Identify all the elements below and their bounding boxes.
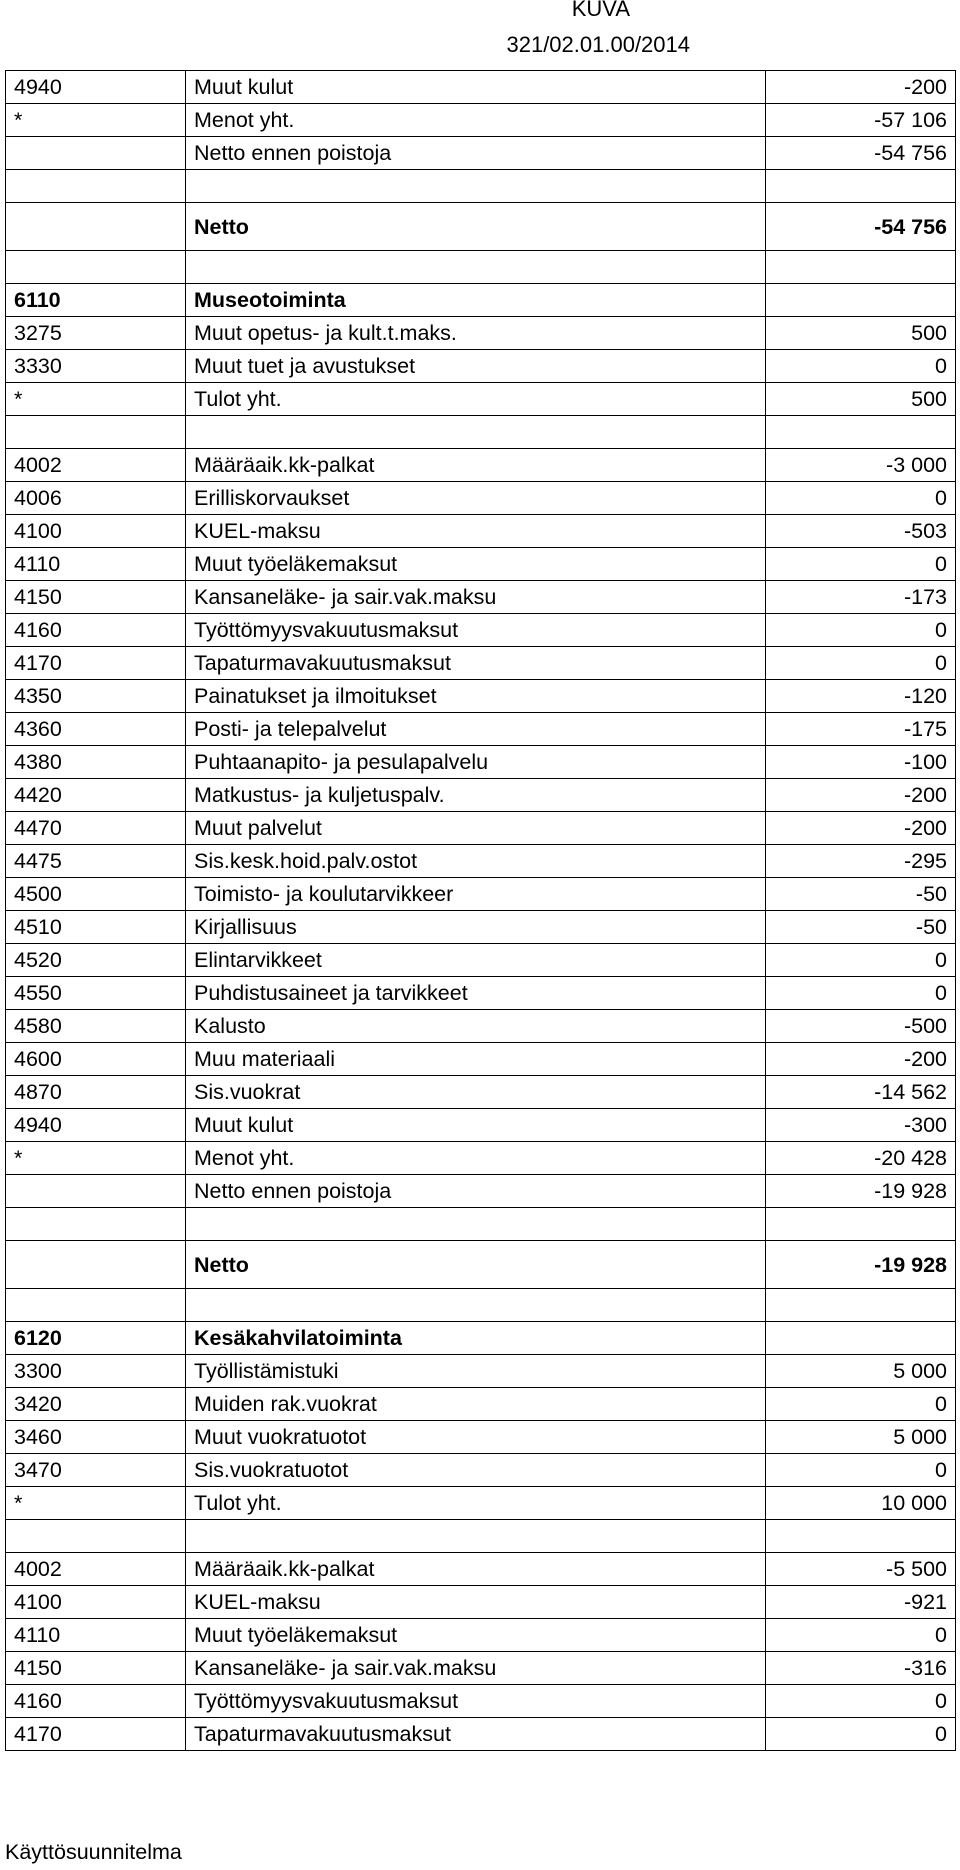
table-row [6, 383, 956, 416]
account-name-cell: Tapaturmavakuutusmaksut [186, 1718, 766, 1751]
amount-cell: -200 [766, 779, 956, 812]
amount-cell: -19 928 [766, 1241, 956, 1289]
account-code-cell: 4360 [6, 713, 186, 746]
account-code-cell: 4110 [6, 1619, 186, 1652]
account-code-cell: 4380 [6, 746, 186, 779]
amount-cell: -173 [766, 581, 956, 614]
table-row [6, 1109, 956, 1142]
page-footer: Käyttösuunnitelma [5, 1840, 182, 1864]
amount-cell: -200 [766, 812, 956, 845]
account-name-cell: Muut työeläkemaksut [186, 1619, 766, 1652]
account-code-cell: 4006 [6, 482, 186, 515]
amount-cell: 5 000 [766, 1421, 956, 1454]
account-code-cell: 3330 [6, 350, 186, 383]
account-code-cell: 4510 [6, 911, 186, 944]
amount-cell: 10 000 [766, 1487, 956, 1520]
account-name-cell: Työttömyysvakuutusmaksut [186, 1685, 766, 1718]
amount-cell [766, 416, 956, 449]
table-row [6, 104, 956, 137]
account-code-cell: 4940 [6, 1109, 186, 1142]
table-row [6, 1241, 956, 1289]
amount-cell: 0 [766, 1388, 956, 1421]
table-row [6, 1043, 956, 1076]
amount-cell: -57 106 [766, 104, 956, 137]
account-code-cell: 4100 [6, 515, 186, 548]
account-name-cell: Muut kulut [186, 71, 766, 104]
amount-cell: -14 562 [766, 1076, 956, 1109]
amount-cell: 500 [766, 383, 956, 416]
amount-cell: -503 [766, 515, 956, 548]
table-row [6, 416, 956, 449]
table-row [6, 1685, 956, 1718]
account-code-cell: 6110 [6, 284, 186, 317]
amount-cell: -100 [766, 746, 956, 779]
account-name-cell [186, 251, 766, 284]
account-name-cell: Menot yht. [186, 1142, 766, 1175]
amount-cell: 0 [766, 944, 956, 977]
account-code-cell [6, 1241, 186, 1289]
account-name-cell: Muut tuet ja avustukset [186, 350, 766, 383]
account-name-cell: KUEL-maksu [186, 515, 766, 548]
amount-cell: -120 [766, 680, 956, 713]
amount-cell [766, 1322, 956, 1355]
amount-cell [766, 1520, 956, 1553]
table-row [6, 251, 956, 284]
amount-cell: -54 756 [766, 203, 956, 251]
account-code-cell [6, 416, 186, 449]
amount-cell [766, 170, 956, 203]
account-name-cell: Netto ennen poistoja [186, 137, 766, 170]
amount-cell: -5 500 [766, 1553, 956, 1586]
account-code-cell: 4600 [6, 1043, 186, 1076]
amount-cell: -300 [766, 1109, 956, 1142]
table-row [6, 977, 956, 1010]
account-name-cell [186, 170, 766, 203]
account-name-cell: Määräaik.kk-palkat [186, 1553, 766, 1586]
account-name-cell: Tulot yht. [186, 1487, 766, 1520]
account-code-cell: 4110 [6, 548, 186, 581]
budget-table-body [6, 71, 956, 1751]
account-code-cell: 3275 [6, 317, 186, 350]
account-code-cell: * [6, 383, 186, 416]
account-code-cell: 3460 [6, 1421, 186, 1454]
document-header-title: KUVA [571, 0, 630, 21]
amount-cell [766, 284, 956, 317]
account-name-cell: Menot yht. [186, 104, 766, 137]
account-name-cell: Kansaneläke- ja sair.vak.maksu [186, 581, 766, 614]
amount-cell: 0 [766, 647, 956, 680]
account-name-cell: Muut kulut [186, 1109, 766, 1142]
amount-cell [766, 1208, 956, 1241]
account-name-cell: KUEL-maksu [186, 1586, 766, 1619]
table-row [6, 878, 956, 911]
table-row [6, 203, 956, 251]
table-row [6, 71, 956, 104]
account-code-cell: 4002 [6, 449, 186, 482]
amount-cell: 500 [766, 317, 956, 350]
account-code-cell: 4580 [6, 1010, 186, 1043]
account-name-cell: Posti- ja telepalvelut [186, 713, 766, 746]
account-code-cell [6, 1520, 186, 1553]
amount-cell: -50 [766, 911, 956, 944]
account-code-cell: 3470 [6, 1454, 186, 1487]
account-code-cell: 3300 [6, 1355, 186, 1388]
account-code-cell: 4150 [6, 581, 186, 614]
table-row [6, 911, 956, 944]
table-row [6, 317, 956, 350]
table-row [6, 515, 956, 548]
amount-cell: -316 [766, 1652, 956, 1685]
account-name-cell: Kalusto [186, 1010, 766, 1043]
table-row [6, 1487, 956, 1520]
table-row [6, 1421, 956, 1454]
amount-cell: 5 000 [766, 1355, 956, 1388]
budget-table [5, 70, 956, 1751]
table-row [6, 746, 956, 779]
table-row [6, 1388, 956, 1421]
account-code-cell: 4500 [6, 878, 186, 911]
account-code-cell [6, 1175, 186, 1208]
account-code-cell [6, 203, 186, 251]
account-name-cell: Muu materiaali [186, 1043, 766, 1076]
account-code-cell: 4002 [6, 1553, 186, 1586]
account-code-cell [6, 251, 186, 284]
account-name-cell: Netto [186, 1241, 766, 1289]
table-row [6, 1619, 956, 1652]
account-name-cell: Kansaneläke- ja sair.vak.maksu [186, 1652, 766, 1685]
account-name-cell: Museotoiminta [186, 284, 766, 317]
account-code-cell [6, 1208, 186, 1241]
amount-cell [766, 251, 956, 284]
account-code-cell: * [6, 1487, 186, 1520]
account-name-cell: Työttömyysvakuutusmaksut [186, 614, 766, 647]
amount-cell: 0 [766, 1454, 956, 1487]
table-row [6, 581, 956, 614]
amount-cell: 0 [766, 1718, 956, 1751]
amount-cell: 0 [766, 614, 956, 647]
account-name-cell: Työllistämistuki [186, 1355, 766, 1388]
amount-cell: -921 [766, 1586, 956, 1619]
table-row [6, 680, 956, 713]
amount-cell: 0 [766, 977, 956, 1010]
account-name-cell: Kirjallisuus [186, 911, 766, 944]
account-code-cell [6, 170, 186, 203]
table-row [6, 812, 956, 845]
amount-cell: -19 928 [766, 1175, 956, 1208]
account-name-cell: Netto ennen poistoja [186, 1175, 766, 1208]
table-row [6, 1355, 956, 1388]
account-code-cell: 4420 [6, 779, 186, 812]
account-code-cell [6, 1289, 186, 1322]
table-row [6, 1586, 956, 1619]
account-name-cell: Puhdistusaineet ja tarvikkeet [186, 977, 766, 1010]
account-name-cell: Määräaik.kk-palkat [186, 449, 766, 482]
table-row [6, 944, 956, 977]
account-name-cell [186, 1289, 766, 1322]
table-row [6, 1010, 956, 1043]
amount-cell: 0 [766, 350, 956, 383]
account-name-cell: Muut vuokratuotot [186, 1421, 766, 1454]
table-row [6, 1322, 956, 1355]
table-row [6, 647, 956, 680]
account-name-cell: Toimisto- ja koulutarvikkeer [186, 878, 766, 911]
table-row [6, 284, 956, 317]
account-name-cell: Sis.vuokratuotot [186, 1454, 766, 1487]
account-code-cell: 4870 [6, 1076, 186, 1109]
account-code-cell: 6120 [6, 1322, 186, 1355]
document-header-reference: 321/02.01.00/2014 [506, 32, 690, 57]
account-name-cell: Erilliskorvaukset [186, 482, 766, 515]
account-name-cell: Tapaturmavakuutusmaksut [186, 647, 766, 680]
table-row [6, 1454, 956, 1487]
amount-cell: -200 [766, 1043, 956, 1076]
table-row [6, 1175, 956, 1208]
account-name-cell: Sis.vuokrat [186, 1076, 766, 1109]
table-row [6, 1208, 956, 1241]
account-name-cell: Muut palvelut [186, 812, 766, 845]
table-row [6, 482, 956, 515]
amount-cell: 0 [766, 482, 956, 515]
account-name-cell: Muut työeläkemaksut [186, 548, 766, 581]
table-row [6, 1289, 956, 1322]
account-name-cell [186, 1520, 766, 1553]
account-code-cell: * [6, 1142, 186, 1175]
amount-cell: 0 [766, 1685, 956, 1718]
account-name-cell [186, 1208, 766, 1241]
table-row [6, 1652, 956, 1685]
table-row [6, 1718, 956, 1751]
table-row [6, 845, 956, 878]
table-row [6, 1520, 956, 1553]
table-row [6, 137, 956, 170]
account-code-cell: 4940 [6, 71, 186, 104]
amount-cell [766, 1289, 956, 1322]
amount-cell: -20 428 [766, 1142, 956, 1175]
table-row [6, 614, 956, 647]
table-row [6, 1076, 956, 1109]
account-name-cell: Kesäkahvilatoiminta [186, 1322, 766, 1355]
amount-cell: 0 [766, 1619, 956, 1652]
amount-cell: -54 756 [766, 137, 956, 170]
table-row [6, 713, 956, 746]
account-name-cell: Painatukset ja ilmoitukset [186, 680, 766, 713]
account-code-cell: 4475 [6, 845, 186, 878]
table-row [6, 449, 956, 482]
account-name-cell: Netto [186, 203, 766, 251]
account-code-cell: 4160 [6, 1685, 186, 1718]
account-name-cell: Tulot yht. [186, 383, 766, 416]
account-code-cell: * [6, 104, 186, 137]
amount-cell: -295 [766, 845, 956, 878]
table-row [6, 548, 956, 581]
account-name-cell: Muiden rak.vuokrat [186, 1388, 766, 1421]
amount-cell: 0 [766, 548, 956, 581]
amount-cell: -50 [766, 878, 956, 911]
account-name-cell: Muut opetus- ja kult.t.maks. [186, 317, 766, 350]
table-row [6, 1142, 956, 1175]
account-code-cell: 4150 [6, 1652, 186, 1685]
amount-cell: -500 [766, 1010, 956, 1043]
account-code-cell: 4170 [6, 647, 186, 680]
table-row [6, 779, 956, 812]
account-code-cell: 4350 [6, 680, 186, 713]
account-code-cell: 4160 [6, 614, 186, 647]
account-name-cell: Sis.kesk.hoid.palv.ostot [186, 845, 766, 878]
table-row [6, 1553, 956, 1586]
amount-cell: -200 [766, 71, 956, 104]
account-code-cell: 4470 [6, 812, 186, 845]
amount-cell: -175 [766, 713, 956, 746]
account-name-cell: Matkustus- ja kuljetuspalv. [186, 779, 766, 812]
account-name-cell: Elintarvikkeet [186, 944, 766, 977]
account-code-cell: 4550 [6, 977, 186, 1010]
account-code-cell: 3420 [6, 1388, 186, 1421]
table-row [6, 350, 956, 383]
table-row [6, 170, 956, 203]
account-code-cell: 4520 [6, 944, 186, 977]
account-code-cell [6, 137, 186, 170]
account-name-cell [186, 416, 766, 449]
account-code-cell: 4100 [6, 1586, 186, 1619]
account-code-cell: 4170 [6, 1718, 186, 1751]
account-name-cell: Puhtaanapito- ja pesulapalvelu [186, 746, 766, 779]
amount-cell: -3 000 [766, 449, 956, 482]
